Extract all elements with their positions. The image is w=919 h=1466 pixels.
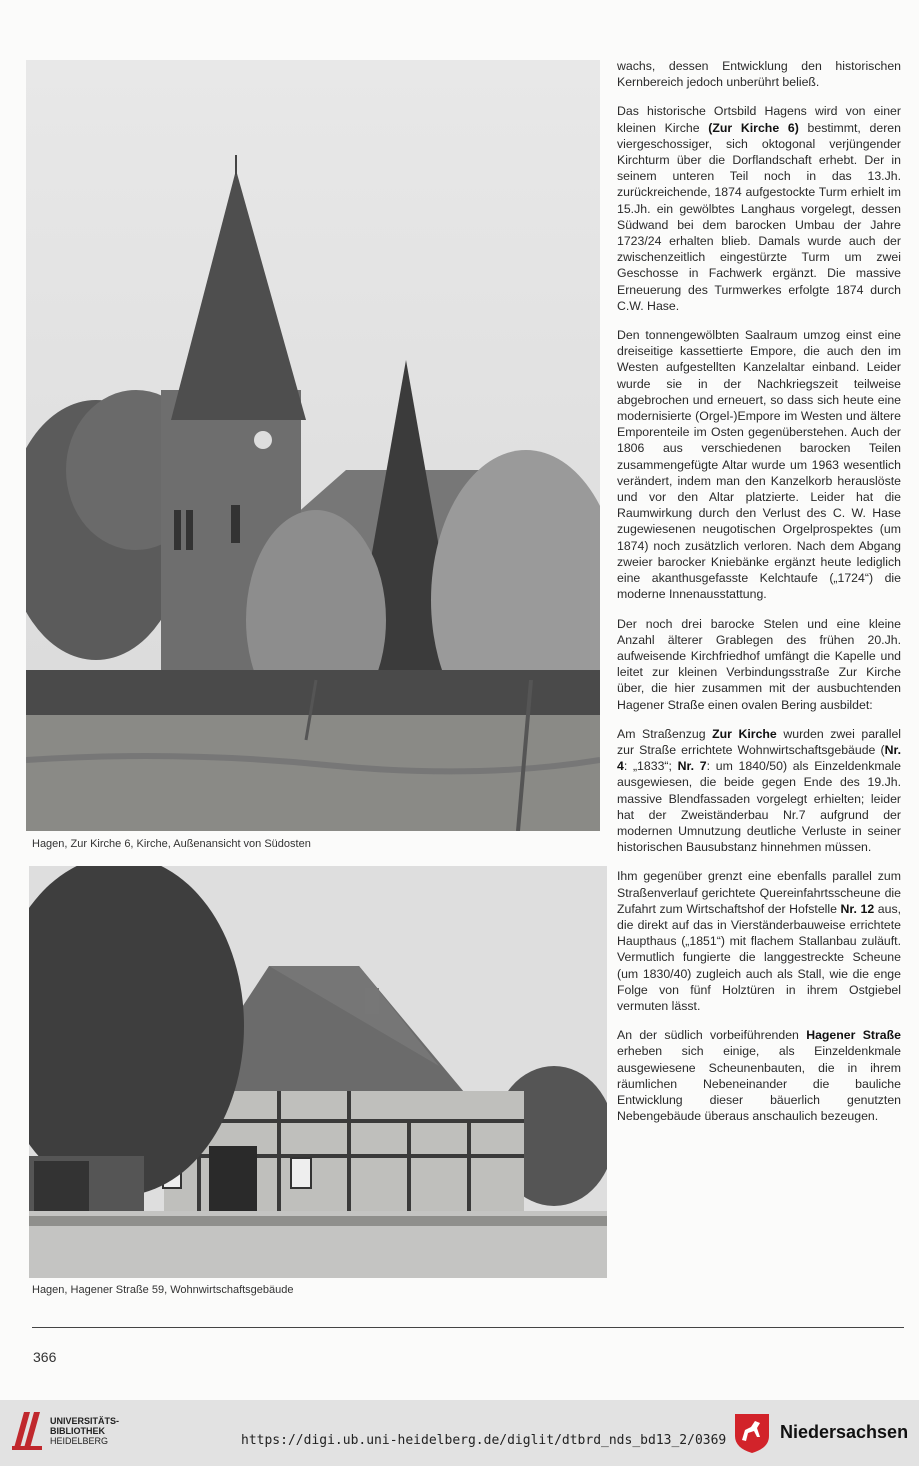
paragraph-3: Den tonnengewölbten Saalraum umzog einst eine dreiseitige kassettierte Empore, die auch den im Westen aufgestellten Kanzelaltar einband. Leider wurde sie in der Nachkriegszeit teilweise abgebrochen und erneuert, so dass sich heute eine modernisierte (Orgel-)Empore im Westen und ältere Emporenteile im Osten gegenüberstehen. Auch der 1806 aus verschiedenen barocken Teilen zusammengefügte Altar wurde um 1963 wesentlich verändert, indem man den Kanzelkorb herauslöste und vor den Altar platzierte. Leider hat die Raumwirkung durch den Verlust des C. W. Hase zugewiesenen neugotischen Orgelprospektes (um 1874) noch zusätzlich verloren. Nach dem Abgang zweier barocker Kniebänke ergänzt heute lediglich eine akanthusgefasste Kelchtaufe („1724“) die moderne Innenausstattung. xyxy=(617,328,901,602)
paragraph-1: wachs, dessen Entwicklung den historischen Kernbereich jedoch unberührt beließ. xyxy=(617,59,901,90)
body-text-column xyxy=(617,58,901,1137)
farmhouse-photo-caption: Hagen, Hagener Straße 59, Wohnwirtschaftsgebäude xyxy=(32,1284,294,1296)
church-photo xyxy=(26,60,600,831)
footer-rule xyxy=(32,1327,904,1328)
ub-heidelberg-name[interactable]: UNIVERSITÄTS- BIBLIOTHEK HEIDELBERG xyxy=(50,1416,120,1446)
page-number: 366 xyxy=(33,1349,57,1365)
paragraph-6: Ihm gegenüber grenzt eine ebenfalls parallel zum Straßenverlauf gerichtete Quereinfahrtsscheune die Zufahrt zum Wirtschaftshof der Hofstelle Nr. 12 aus, die direkt auf das in Vierständerbauweise errichtete Haupthaus („1851“) mit flachem Stallanbau zuläuft. Vermutlich fungierte die langgestreckte Scheune (um 1830/40) zugleich auch als Stall, wie die enge Folge von fünf Holztüren in ihrem Ostgiebel vermuten lässt. xyxy=(617,869,902,1013)
church-photo-caption: Hagen, Zur Kirche 6, Kirche, Außenansicht von Südosten xyxy=(32,838,311,850)
ub-heidelberg-logo-icon[interactable] xyxy=(10,1408,44,1452)
paragraph-4: Der noch drei barocke Stelen und eine kleine Anzahl älterer Grablegen des frühen 20.Jh. aufweisende Kirchfriedhof umfängt die Kapelle und leitet zur kleinen Verbindungsstraße Zur Kirche über, die hier zusammen mit der ausbuchtenden Hagener Straße einen ovalen Bering ausbildet: xyxy=(617,616,901,712)
farmhouse-photo xyxy=(29,866,607,1278)
niedersachsen-wordmark[interactable]: Niedersachsen xyxy=(780,1422,909,1442)
paragraph-5: Am Straßenzug Zur Kirche wurden zwei parallel zur Straße errichtete Wohnwirtschaftsgebäude (Nr. 4: „1833“; Nr. 7: um 1840/50) als Einzeldenkmale ausgewiesen, die beide gegen Ende des 19.Jh. massive Blendfassaden vorgelegt erhielten; leider hat der Zweiständerbau Nr.7 aufgrund der modernen Umnutzung deutliche Verluste in seiner historischen Bausubstanz hinnehmen müssen. xyxy=(617,726,902,855)
paragraph-7: An der südlich vorbeiführenden Hagener Straße erheben sich einige, als Einzeldenkmale ausgewiesene Scheunenbauten, die in ihrem räumlichen Nebeneinander die bauliche Entwicklung dieser bäuerlich genutzten Nebengebäude überaus anschaulich bezeugen. xyxy=(617,1028,901,1124)
document-url-link[interactable]: https://digi.ub.uni-heidelberg.de/diglit/dtbrd_nds_bd13_2/0369 xyxy=(241,1433,727,1448)
niedersachsen-horse-logo-icon[interactable] xyxy=(733,1412,771,1454)
footer-bar xyxy=(0,1400,919,1466)
paragraph-2: Das historische Ortsbild Hagens wird von einer kleinen Kirche (Zur Kirche 6) bestimmt, deren viergeschossiger, sich oktogonal verjüngender Kirchturm über die Dorflandschaft erhebt. Der in seinem unteren Teil noch in das 13.Jh. zurückreichende, 1874 aufgestockte Turm erhielt im 15.Jh. ein gewölbtes Langhaus vorgelegt, dessen Südwand bei dem barocken Umbau der Jahre 1723/24 erhalten blieb. Damals wurde auch der zwischenzeitlich eingestürzte Turm um zwei Geschosse in Fachwerk ergänzt. Die massive Erneuerung des Turmwerkes erfolgte 1874 durch C.W. Hase. xyxy=(617,104,901,313)
